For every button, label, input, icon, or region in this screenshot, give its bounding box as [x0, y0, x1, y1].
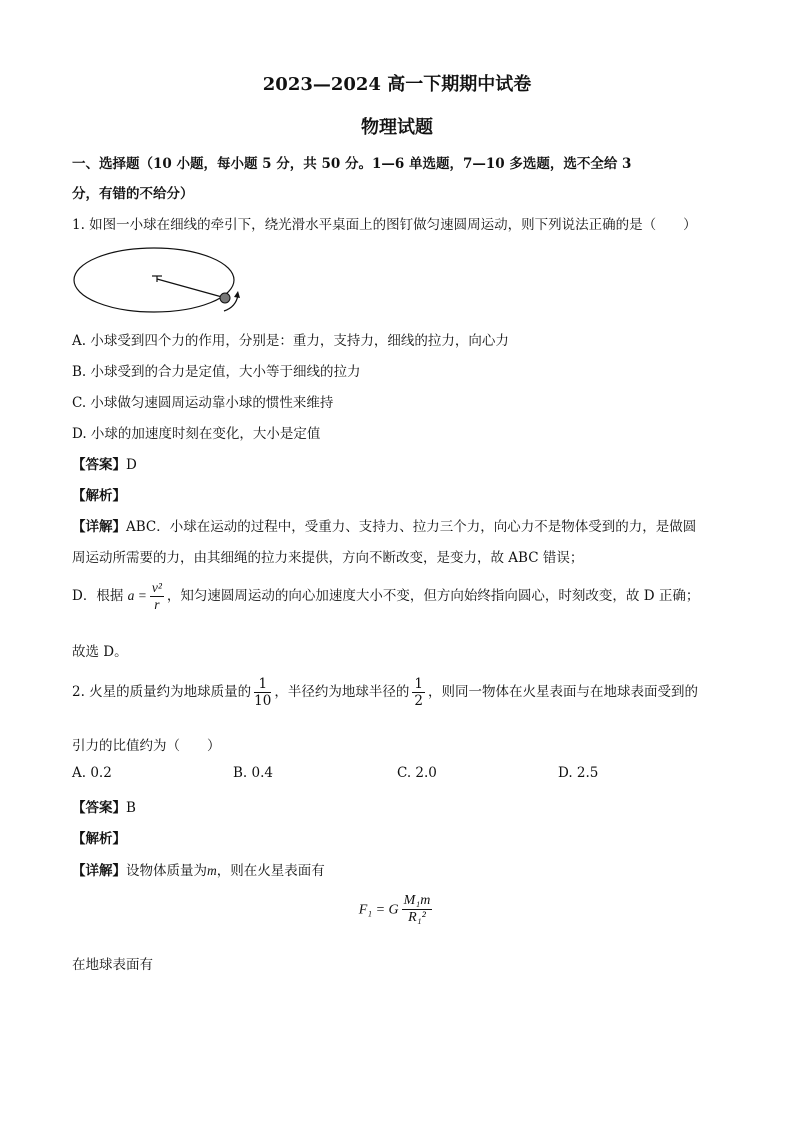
- detail-text: ABC．小球在运动的过程中，受重力、支持力、拉力三个力，向心力不是物体受到的力，是做圆: [126, 519, 697, 535]
- fraction-2-numerator: 1: [414, 676, 423, 692]
- formula-fraction: [150, 580, 164, 613]
- fraction-2-denominator: 2: [414, 693, 423, 709]
- formula-numerator: v²: [151, 580, 162, 595]
- detail-text-end: ，则在火星表面有: [216, 863, 325, 879]
- fraction-1-denominator: 10: [254, 693, 272, 709]
- q1-option-a: A. 小球受到四个力的作用，分别是：重力，支持力，细线的拉力，向心力: [72, 333, 509, 349]
- string-line: [157, 279, 222, 297]
- q1-detail-line2: 周运动所需要的力，由其细绳的拉力来提供，方向不断改变，是变力，故 ABC 错误；: [72, 550, 584, 566]
- mars-gravity-formula: [0, 893, 794, 926]
- q2-option-b: B. 0.4: [233, 765, 273, 781]
- formula-denominator: r: [154, 597, 160, 612]
- q2-answer: [72, 796, 136, 816]
- formula-fraction: [402, 893, 433, 926]
- q1-option-d: D. 小球的加速度时刻在变化，大小是定值: [72, 426, 321, 442]
- q1-detail-line1: [72, 515, 696, 535]
- q2-fraction-1: [254, 676, 271, 709]
- q2-stem-a: 2. 火星的质量约为地球质量的: [72, 684, 252, 700]
- circular-motion-figure: [72, 245, 252, 320]
- formula-lhs: a =: [127, 588, 147, 603]
- q2-option-a: A. 0.2: [72, 765, 112, 781]
- section-heading-line2: 分，有错的不给分）: [72, 186, 194, 202]
- exam-title: 2023—2024 高一下期期中试卷: [262, 74, 532, 95]
- formula-denominator: R₁²: [408, 910, 426, 925]
- d-prefix: D．根据: [72, 588, 124, 604]
- q2-option-c: C. 2.0: [397, 765, 437, 781]
- answer-value: D: [126, 457, 137, 473]
- mass-variable: m: [207, 863, 217, 878]
- q2-stem-line2: 引力的比值约为（ ）: [72, 738, 221, 754]
- q2-stem-b: ，半径约为地球半径的: [274, 684, 410, 700]
- q2-option-d: D. 2.5: [558, 765, 599, 781]
- q1-analysis-label: 【解析】: [72, 488, 126, 504]
- q1-conclusion: 故选 D。: [72, 644, 128, 660]
- q2-stem-c: ，则同一物体在火星表面与在地球表面受到的: [427, 684, 698, 700]
- answer-label: 【答案】: [72, 457, 126, 473]
- q1-stem: 1. 如图一小球在细线的牵引下，绕光滑水平桌面上的图钉做匀速圆周运动，则下列说法正确的是（ ）: [72, 217, 697, 233]
- q1-detail-d-line: [72, 580, 699, 613]
- arrow-head: [234, 291, 240, 298]
- detail-text: 设物体质量为: [126, 863, 207, 879]
- q2-fraction-2: [412, 676, 425, 709]
- formula-numerator: M₁m: [403, 893, 431, 908]
- q2-detail-line1: [72, 859, 325, 879]
- q2-earth-line: 在地球表面有: [72, 957, 153, 973]
- q1-option-c: C. 小球做匀速圆周运动靠小球的惯性来维持: [72, 395, 334, 411]
- section-heading-line1: 一、选择题（10 小题，每小题 5 分，共 50 分。1—6 单选题，7—10 多选题，选不全给 3: [72, 156, 632, 172]
- detail-label: 【详解】: [72, 863, 126, 879]
- answer-label: 【答案】: [72, 800, 126, 816]
- detail-label: 【详解】: [72, 519, 126, 535]
- q2-analysis-label: 【解析】: [72, 831, 126, 847]
- subject-title: 物理试题: [361, 117, 433, 138]
- q1-answer: [72, 453, 137, 473]
- answer-value: B: [126, 800, 136, 816]
- d-suffix: ，知匀速圆周运动的向心加速度大小不变，但方向始终指向圆心，时刻改变，故 D 正确；: [166, 588, 700, 604]
- orbit-ellipse: [74, 248, 234, 312]
- ball: [220, 293, 230, 303]
- formula-lhs: F₁ = G: [358, 902, 399, 918]
- q1-option-b: B. 小球受到的合力是定值，大小等于细线的拉力: [72, 364, 361, 380]
- fraction-1-numerator: 1: [254, 676, 271, 693]
- q2-stem-line1: [72, 676, 698, 709]
